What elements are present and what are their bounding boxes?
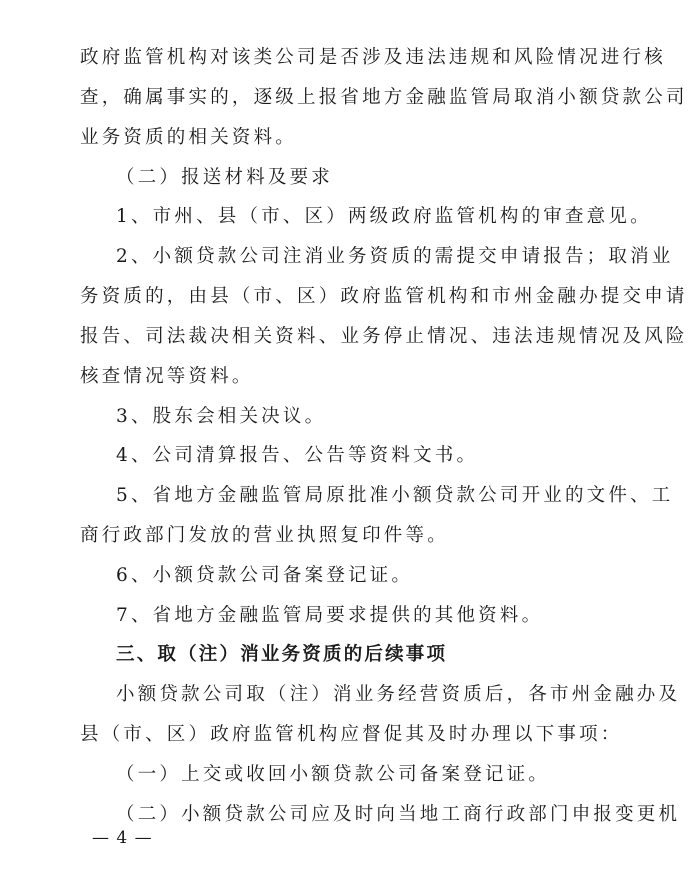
list-item: 6、小额贷款公司备案登记证。: [116, 565, 414, 586]
text-line: 政府监管机构对该类公司是否涉及违法违规和风险情况进行核: [80, 47, 666, 68]
paragraph-start: 小额贷款公司取（注）消业务经营资质后，各市州金融办及: [116, 684, 681, 705]
text-line: 县（市、区）政府监管机构应督促其及时办理以下事项：: [80, 724, 623, 745]
list-item: （二）小额贷款公司应及时向当地工商行政部门申报变更机: [116, 804, 681, 825]
text-line: 查，确属事实的，逐级上报省地方金融监管局取消小额贷款公司: [80, 87, 688, 108]
text-line: 核查情况等资料。: [80, 366, 254, 387]
list-item: 3、股东会相关决议。: [116, 406, 327, 427]
text-line: 务资质的，由县（市、区）政府监管机构和市州金融办提交申请: [80, 286, 688, 307]
list-item: 4、公司清算报告、公告等资料文书。: [116, 445, 479, 466]
list-item: （一）上交或收回小额贷款公司备案登记证。: [116, 764, 551, 785]
section-heading-bold: 三、取（注）消业务资质的后续事项: [116, 644, 448, 665]
page-number: — 4 —: [92, 828, 153, 848]
section-heading: （二）报送材料及要求: [116, 167, 334, 188]
list-item: 1、市州、县（市、区）两级政府监管机构的审查意见。: [116, 206, 652, 227]
list-item: 7、省地方金融监管局要求提供的其他资料。: [116, 605, 544, 626]
text-line: 业务资质的相关资料。: [80, 127, 298, 148]
text-line: 商行政部门发放的营业执照复印件等。: [80, 525, 449, 546]
list-item: 2、小额贷款公司注消业务资质的需提交申请报告；取消业: [116, 246, 674, 267]
list-item: 5、省地方金融监管局原批准小额贷款公司开业的文件、工: [116, 485, 674, 506]
text-line: 报告、司法裁决相关资料、业务停止情况、违法违规情况及风险: [80, 326, 688, 347]
